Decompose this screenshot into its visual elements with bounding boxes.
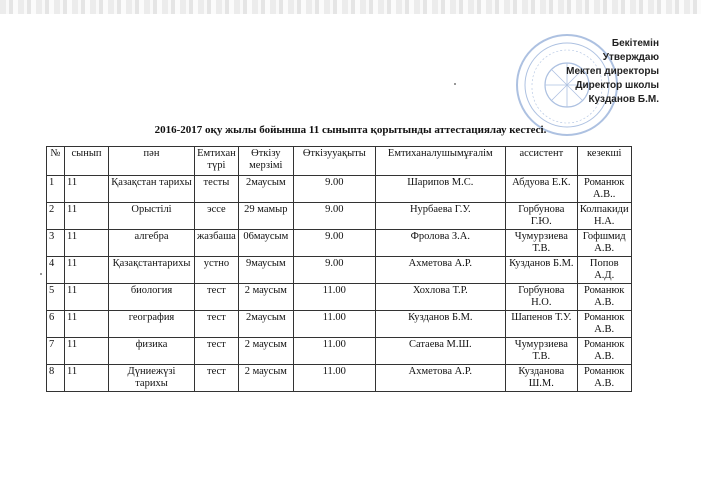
approval-line-approve-kz: Бекітемін	[611, 38, 659, 49]
cell-subject: Қазақстантарихы	[109, 257, 195, 284]
cell-class: 11	[65, 176, 109, 203]
cell-subject: биология	[109, 284, 195, 311]
cell-number: 1	[47, 176, 65, 203]
cell-assistant: Горбунова Н.О.	[505, 284, 577, 311]
cell-duty: Романюк А.В.	[577, 284, 631, 311]
cell-exam-type: устно	[195, 257, 239, 284]
approval-block	[566, 37, 659, 107]
cell-examiner: Ахметова А.Р.	[375, 365, 505, 392]
cell-class: 11	[65, 284, 109, 311]
cell-time: 11.00	[293, 284, 375, 311]
header-assistant: ассистент	[505, 147, 577, 176]
header-exam-type: Емтихан түрі	[195, 147, 239, 176]
table-row	[47, 203, 632, 230]
approval-line-director-kz: Мектеп директоры	[566, 66, 659, 77]
cell-subject: Орыстілі	[109, 203, 195, 230]
cell-examiner: Шарипов М.С.	[375, 176, 505, 203]
cell-assistant: Шапенов Т.У.	[505, 311, 577, 338]
cell-date: 2маусым	[238, 176, 293, 203]
table-row	[47, 338, 632, 365]
cell-duty: Романюк А.В.	[577, 311, 631, 338]
cell-exam-type: тест	[195, 338, 239, 365]
cell-duty: Попов А.Д.	[577, 257, 631, 284]
cell-duty: Романюк А.В.	[577, 365, 631, 392]
cell-date: 2 маусым	[238, 338, 293, 365]
cell-time: 9.00	[293, 257, 375, 284]
header-time: Өткізууақыты	[293, 147, 375, 176]
cell-exam-type: тесты	[195, 176, 239, 203]
cell-number: 2	[47, 203, 65, 230]
cell-class: 11	[65, 203, 109, 230]
cell-date: 2 маусым	[238, 365, 293, 392]
cell-assistant: Абдуова Е.К.	[505, 176, 577, 203]
cell-class: 11	[65, 311, 109, 338]
approval-line-approve-ru: Утверждаю	[602, 52, 659, 63]
cell-time: 11.00	[293, 311, 375, 338]
cell-duty: Романюк А.В.	[577, 338, 631, 365]
table-row	[47, 365, 632, 392]
document-title: 2016-2017 оқу жылы бойынша 11 сыныпта қорытынды аттестациялау кестесі.	[154, 124, 547, 136]
cell-date: 06маусым	[238, 230, 293, 257]
scan-speck	[454, 83, 456, 85]
cell-class: 11	[65, 257, 109, 284]
header-number: №	[47, 147, 65, 176]
exam-schedule-table	[46, 146, 632, 392]
cell-date: 29 мамыр	[238, 203, 293, 230]
cell-time: 9.00	[293, 203, 375, 230]
cell-time: 11.00	[293, 338, 375, 365]
cell-examiner: Сатаева М.Ш.	[375, 338, 505, 365]
cell-exam-type: тест	[195, 365, 239, 392]
cell-examiner: Ахметова А.Р.	[375, 257, 505, 284]
table-row	[47, 176, 632, 203]
cell-number: 6	[47, 311, 65, 338]
header-class: сынып	[65, 147, 109, 176]
cell-assistant: Горбунова Г.Ю.	[505, 203, 577, 230]
cell-examiner: Хохлова Т.Р.	[375, 284, 505, 311]
header-examiner: Емтиханалушымұғалім	[375, 147, 505, 176]
table-row	[47, 230, 632, 257]
header-subject: пән	[109, 147, 195, 176]
cell-subject: Қазақстан тарихы	[109, 176, 195, 203]
cell-number: 7	[47, 338, 65, 365]
cell-exam-type: тест	[195, 284, 239, 311]
scan-edge-artifact	[0, 0, 701, 14]
cell-class: 11	[65, 365, 109, 392]
table-row	[47, 311, 632, 338]
table-header-row	[47, 147, 632, 176]
cell-examiner: Нурбаева Г.У.	[375, 203, 505, 230]
cell-date: 2маусым	[238, 311, 293, 338]
table-row	[47, 257, 632, 284]
header-date: Өткізу мерзімі	[238, 147, 293, 176]
header-duty: кезекші	[577, 147, 631, 176]
cell-class: 11	[65, 230, 109, 257]
cell-duty: Гофшмид А.В.	[577, 230, 631, 257]
cell-exam-type: эссе	[195, 203, 239, 230]
cell-number: 4	[47, 257, 65, 284]
cell-class: 11	[65, 338, 109, 365]
cell-date: 2 маусым	[238, 284, 293, 311]
cell-duty: Романюк А.В..	[577, 176, 631, 203]
cell-time: 11.00	[293, 365, 375, 392]
cell-exam-type: жазбаша	[195, 230, 239, 257]
cell-date: 9маусым	[238, 257, 293, 284]
cell-subject: алгебра	[109, 230, 195, 257]
cell-examiner: Фролова З.А.	[375, 230, 505, 257]
approval-line-director-name: Кузданов Б.М.	[588, 94, 659, 105]
approval-line-director-ru: Директор школы	[575, 80, 659, 91]
cell-time: 9.00	[293, 176, 375, 203]
cell-examiner: Кузданов Б.М.	[375, 311, 505, 338]
cell-subject: физика	[109, 338, 195, 365]
cell-number: 5	[47, 284, 65, 311]
cell-assistant: Кузданов Б.М.	[505, 257, 577, 284]
cell-assistant: Кузданова Ш.М.	[505, 365, 577, 392]
scan-speck	[40, 273, 42, 275]
cell-subject: география	[109, 311, 195, 338]
cell-assistant: Чумурзиева Т.В.	[505, 230, 577, 257]
table-row	[47, 284, 632, 311]
cell-number: 8	[47, 365, 65, 392]
cell-subject: Дүниежүзі тарихы	[109, 365, 195, 392]
cell-number: 3	[47, 230, 65, 257]
cell-duty: Колпакиди Н.А.	[577, 203, 631, 230]
cell-assistant: Чумурзиева Т.В.	[505, 338, 577, 365]
cell-time: 9.00	[293, 230, 375, 257]
cell-exam-type: тест	[195, 311, 239, 338]
